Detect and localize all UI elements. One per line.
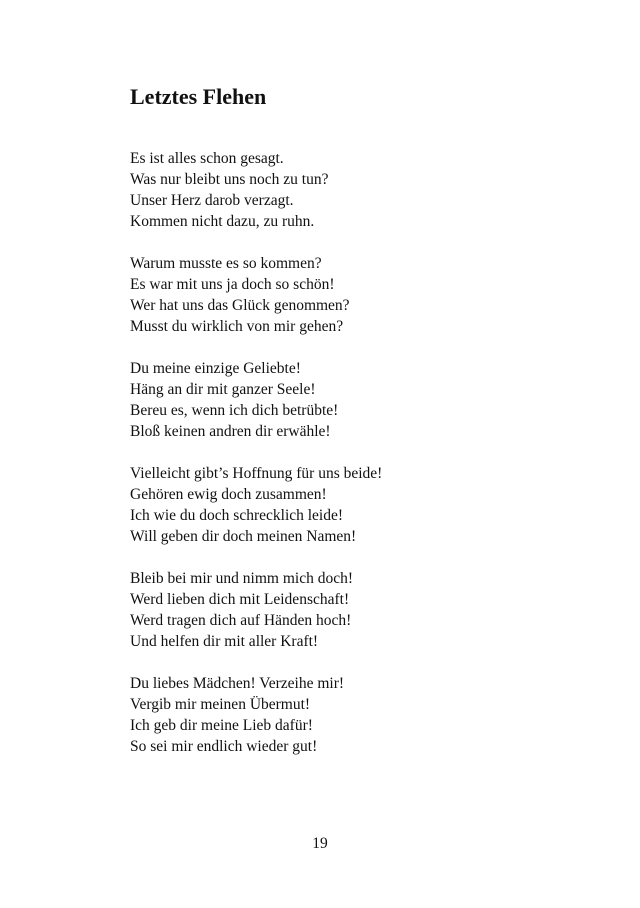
stanza-2 [130,253,550,337]
poem-line: Unser Herz darob verzagt. [130,192,294,209]
poem-line: So sei mir endlich wieder gut! [130,738,318,755]
page-number: 19 [312,835,328,852]
poem-line: Häng an dir mit ganzer Seele! [130,381,316,398]
poem-line: Wer hat uns das Glück genommen? [130,297,350,314]
poem-line: Was nur bleibt uns noch zu tun? [130,171,329,188]
stanza-6 [130,673,550,757]
poem-line: Du liebes Mädchen! Verzeihe mir! [130,675,345,692]
poem-line: Werd tragen dich auf Händen hoch! [130,612,352,629]
poem-line: Und helfen dir mit aller Kraft! [130,633,319,650]
stanza-4 [130,463,550,547]
poem-line: Werd lieben dich mit Leidenschaft! [130,591,350,608]
stanza-1 [130,148,550,232]
stanza-5 [130,568,550,652]
poem-line: Bereu es, wenn ich dich betrübte! [130,402,339,419]
poem-line: Bleib bei mir und nimm mich doch! [130,570,353,587]
poem-line: Kommen nicht dazu, zu ruhn. [130,213,315,230]
poem-line: Ich wie du doch schrecklich leide! [130,507,344,524]
poem-title: Letztes Flehen [130,84,267,109]
poem-line: Ich geb dir meine Lieb dafür! [130,717,313,734]
poem-line: Gehören ewig doch zusammen! [130,486,327,503]
poem-line: Du meine einzige Geliebte! [130,360,301,377]
poem-body [130,148,550,778]
stanza-3 [130,358,550,442]
poem-line: Warum musste es so kommen? [130,255,322,272]
poem-line: Es war mit uns ja doch so schön! [130,276,335,293]
poem-line: Vielleicht gibt’s Hoffnung für uns beide! [130,465,383,482]
poem-line: Musst du wirklich von mir gehen? [130,318,344,335]
poem-line: Es ist alles schon gesagt. [130,150,284,167]
poem-line: Vergib mir meinen Übermut! [130,696,311,713]
poem-line: Will geben dir doch meinen Namen! [130,528,357,545]
poem-line: Bloß keinen andren dir erwähle! [130,423,331,440]
